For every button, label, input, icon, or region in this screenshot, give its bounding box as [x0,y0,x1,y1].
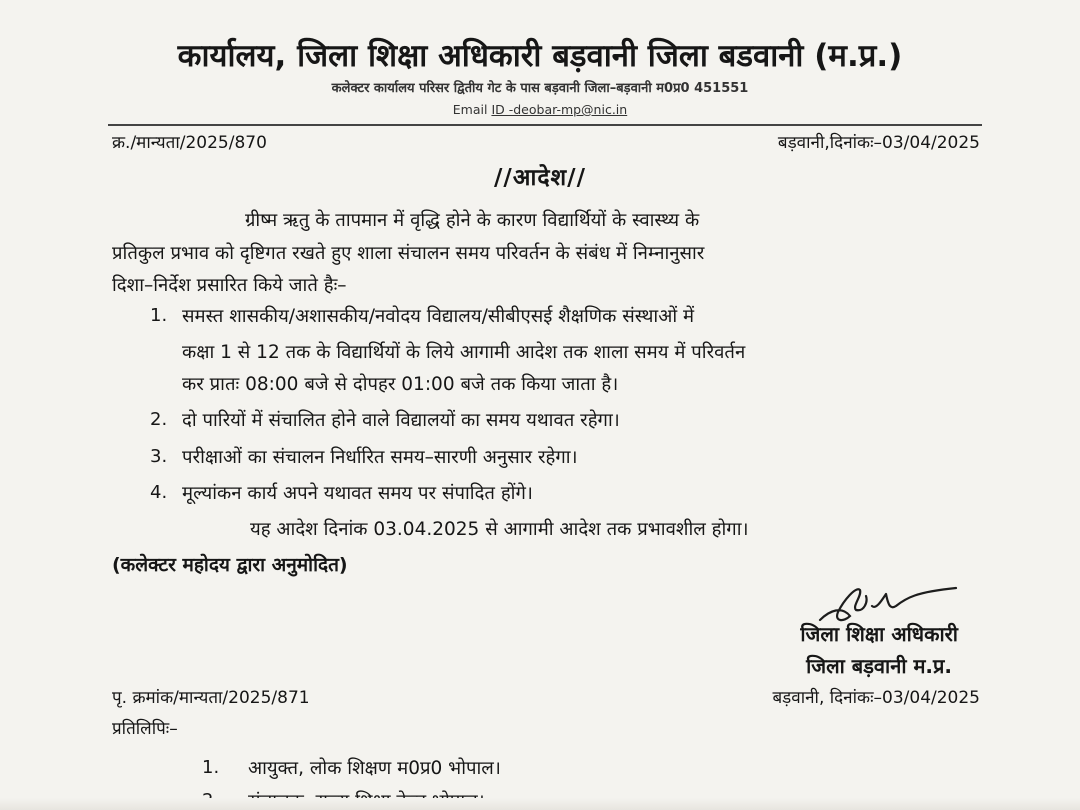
reference-number: क्र./मान्यता/2025/870 [112,133,267,153]
office-email-line [0,102,1080,117]
copy-reference-number: पृ. क्रमांक/मान्यता/2025/871 [112,688,310,708]
item-number: 4. [150,482,168,503]
email-address: ID -deobar-mp@nic.in [491,102,628,117]
copy-item-number: 1. [202,757,220,778]
item-1-line-3: कर प्रातः 08:00 बजे से दोपहर 01:00 बजे तक किया जाता है। [182,374,619,395]
item-4-line-1: मूल्यांकन कार्य अपने यथावत समय पर संपादित होंगे। [182,483,533,504]
item-1-line-2: कक्षा 1 से 12 तक के विद्यार्थियों के लिये आगामी आदेश तक शाला समय में परिवर्तन [182,342,746,363]
item-3-line-1: परीक्षाओं का संचालन निर्धारित समय–सारणी अनुसार रहेगा। [182,447,578,468]
item-number: 1. [150,305,168,326]
intro-line-3: दिशा–निर्देश प्रसारित किये जाते हैः– [112,275,347,296]
office-title: कार्यालय, जिला शिक्षा अधिकारी बड़वानी जिला बडवानी (म.प्र.) [177,38,903,74]
order-title: //आदेश// [494,165,586,191]
office-address: कलेक्टर कार्यालय परिसर द्वितीय गेट के पास बड़वानी जिला–बड़वानी म0प्र0 451551 [331,81,749,96]
item-number: 3. [150,446,168,467]
intro-line-1: ग्रीष्म ऋतु के तापमान में वृद्धि होने के कारण विद्यार्थियों के स्वास्थ्य के [245,210,700,231]
signatory-district: जिला बड़वानी म.प्र. [806,654,952,678]
page-bottom-edge [0,798,1080,810]
copy-item-1: आयुक्त, लोक शिक्षण म0प्र0 भोपाल। [248,758,501,779]
header-divider [108,124,982,126]
item-number: 2. [150,409,168,430]
intro-line-2: प्रतिकुल प्रभाव को दृष्टिगत रखते हुए शाला संचालन समय परिवर्तन के संबंध में निम्नानुसार [112,243,705,264]
signatory-title: जिला शिक्षा अधिकारी [800,622,958,646]
effective-statement: यह आदेश दिनांक 03.04.2025 से आगामी आदेश तक प्रभावशील होगा। [250,519,749,540]
item-1-line-1: समस्त शासकीय/अशासकीय/नवोदय विद्यालय/सीबीएसई शैक्षणिक संस्थाओं में [182,306,695,327]
approval-note: (कलेक्टर महोदय द्वारा अनुमोदित) [112,554,348,576]
copy-reference-place-date: बड़वानी, दिनांकः–03/04/2025 [772,688,980,708]
copy-to-label: प्रतिलिपिः– [112,719,178,739]
item-2-line-1: दो पारियों में संचालित होने वाले विद्यालयों का समय यथावत रहेगा। [182,410,620,431]
email-prefix: Email [452,102,492,117]
reference-place-date: बड़वानी,दिनांकः–03/04/2025 [777,133,980,153]
